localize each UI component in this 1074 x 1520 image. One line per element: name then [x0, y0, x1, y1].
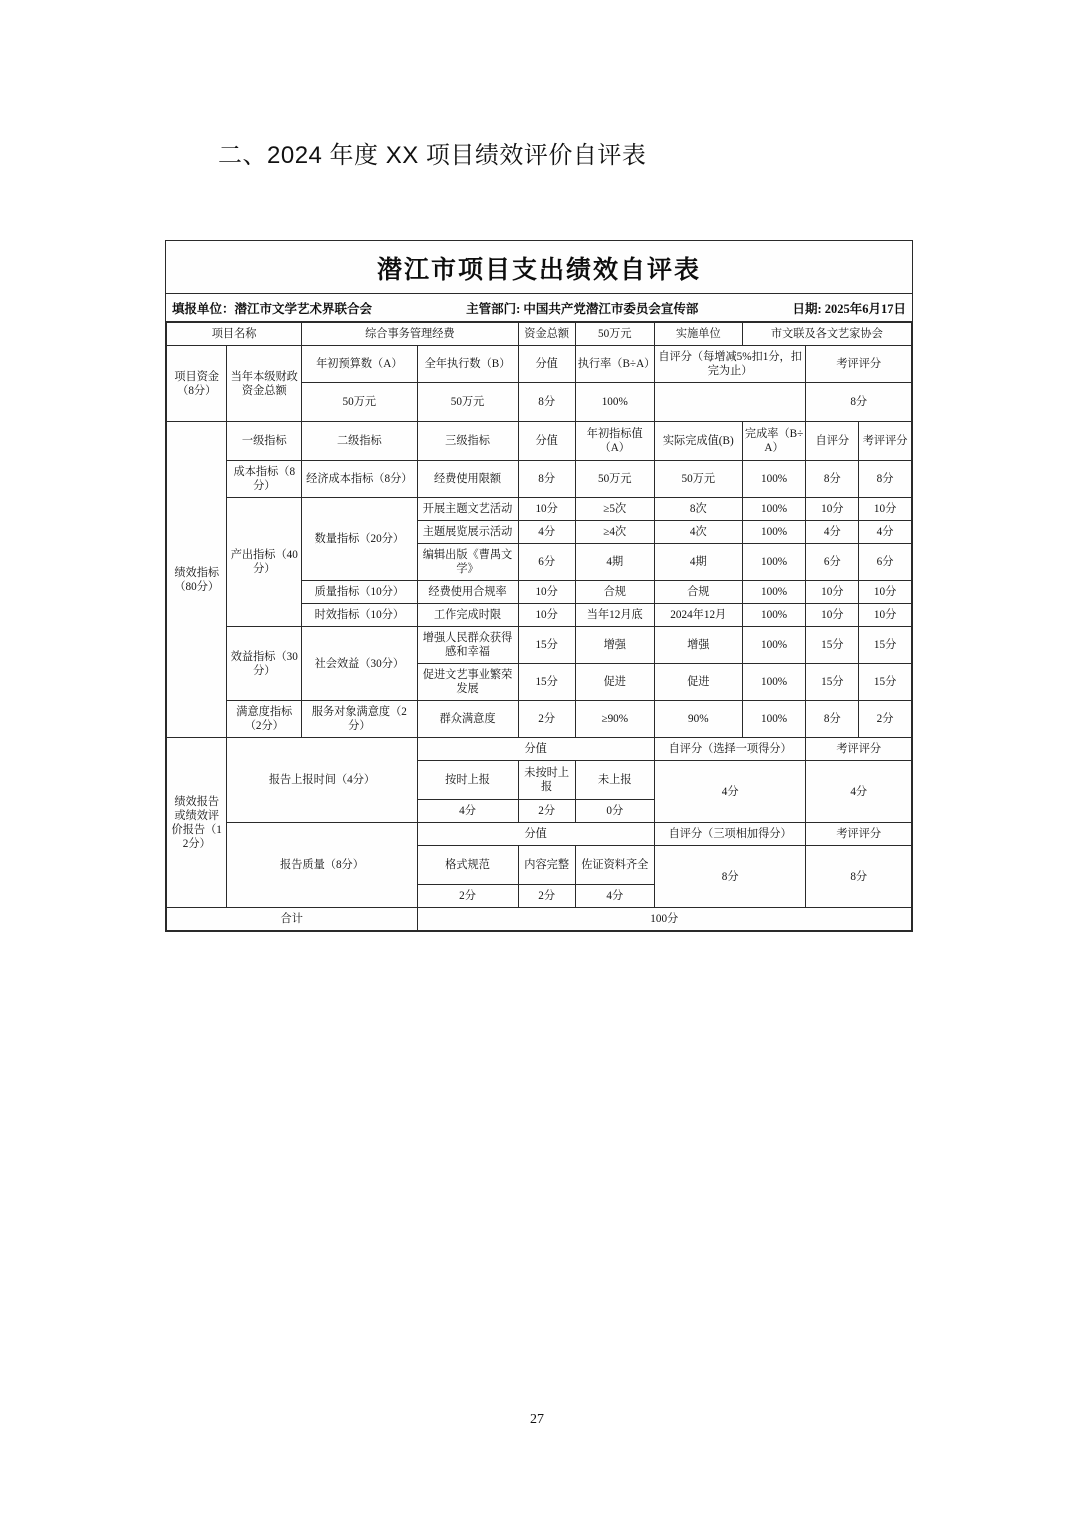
project-name-label: 项目名称 — [167, 323, 302, 346]
report-time-self-value: 4分 — [654, 761, 806, 823]
self-score-cell: 10分 — [806, 604, 859, 627]
form-grid — [166, 322, 912, 931]
score-cell: 6分 — [518, 544, 575, 581]
report-time-value: 2分 — [518, 800, 575, 823]
review-score-header: 考评评分 — [859, 422, 912, 461]
self-score-header: 自评分 — [806, 422, 859, 461]
target-header: 年初指标值（A） — [575, 422, 654, 461]
table-row — [167, 627, 912, 664]
review-score-cell: 15分 — [859, 627, 912, 664]
page-number: 27 — [530, 1412, 544, 1427]
report-quality-value: 2分 — [417, 885, 518, 908]
target-cell: ≥4次 — [575, 521, 654, 544]
rate-cell: 100% — [742, 461, 806, 498]
level3-header: 三级指标 — [417, 422, 518, 461]
level3-cell: 主题展览展示活动 — [417, 521, 518, 544]
table-row-project-name — [167, 323, 912, 346]
level2-cell: 质量指标（10分） — [302, 581, 417, 604]
target-cell: 增强 — [575, 627, 654, 664]
report-quality-label: 报告质量（8分） — [227, 823, 417, 908]
level3-cell: 增强人民群众获得感和幸福 — [417, 627, 518, 664]
self-score-cell: 4分 — [806, 521, 859, 544]
report-quality-review-value: 8分 — [806, 846, 912, 908]
actual-cell: 增强 — [654, 627, 742, 664]
self-score-cell: 6分 — [806, 544, 859, 581]
self-score-cell: 10分 — [806, 498, 859, 521]
rate-cell: 100% — [742, 664, 806, 701]
actual-cell: 4次 — [654, 521, 742, 544]
target-cell: 4期 — [575, 544, 654, 581]
level3-cell: 群众满意度 — [417, 701, 518, 738]
rate-cell: 100% — [742, 627, 806, 664]
report-quality-value: 2分 — [518, 885, 575, 908]
level2-cell: 社会效益（30分） — [302, 627, 417, 701]
actual-cell: 50万元 — [654, 461, 742, 498]
total-value: 100分 — [417, 908, 912, 931]
score-cell: 2分 — [518, 701, 575, 738]
rate-cell: 100% — [742, 498, 806, 521]
fund-review-score-value: 8分 — [806, 383, 912, 422]
fund-review-score-header: 考评评分 — [806, 346, 912, 383]
table-row — [167, 461, 912, 498]
fund-rate-header: 执行率（B÷A） — [575, 346, 654, 383]
table-row-total — [167, 908, 912, 931]
report-section-label: 绩效报告或绩效评价报告（12分） — [167, 738, 227, 908]
score-cell: 15分 — [518, 627, 575, 664]
review-score-cell: 10分 — [859, 604, 912, 627]
level3-cell: 开展主题文艺活动 — [417, 498, 518, 521]
report-time-self-header: 自评分（选择一项得分） — [654, 738, 806, 761]
report-quality-option: 内容完整 — [518, 846, 575, 885]
page-title: 二、2024 年度 XX 项目绩效评价自评表 — [218, 142, 647, 169]
report-time-review-value: 4分 — [806, 761, 912, 823]
actual-cell: 8次 — [654, 498, 742, 521]
rate-cell: 100% — [742, 544, 806, 581]
level3-cell: 促进文艺事业繁荣发展 — [417, 664, 518, 701]
level2-header: 二级指标 — [302, 422, 417, 461]
score-cell: 15分 — [518, 664, 575, 701]
report-time-score-header: 分值 — [417, 738, 654, 761]
table-row-report-time-header — [167, 738, 912, 761]
fund-total-label: 资金总额 — [518, 323, 575, 346]
report-time-value: 4分 — [417, 800, 518, 823]
target-cell: 当年12月底 — [575, 604, 654, 627]
report-time-option: 未上报 — [575, 761, 654, 800]
supervising-department: 主管部门: 中国共产党潜江市委员会宣传部 — [466, 302, 699, 316]
report-quality-self-header: 自评分（三项相加得分） — [654, 823, 806, 846]
score-cell: 10分 — [518, 498, 575, 521]
report-quality-option: 佐证资料齐全 — [575, 846, 654, 885]
fund-sub-label: 当年本级财政资金总额 — [227, 346, 302, 422]
actual-header: 实际完成值(B) — [654, 422, 742, 461]
level2-cell: 数量指标（20分） — [302, 498, 417, 581]
report-time-label: 报告上报时间（4分） — [227, 738, 417, 823]
rate-cell: 100% — [742, 604, 806, 627]
report-time-value: 0分 — [575, 800, 654, 823]
rate-cell: 100% — [742, 701, 806, 738]
score-cell: 10分 — [518, 581, 575, 604]
level1-cell: 满意度指标（2分） — [227, 701, 302, 738]
target-cell: ≥90% — [575, 701, 654, 738]
review-score-cell: 10分 — [859, 581, 912, 604]
level1-cell: 效益指标（30分） — [227, 627, 302, 701]
score-cell: 10分 — [518, 604, 575, 627]
report-quality-review-header: 考评评分 — [806, 823, 912, 846]
form-title: 潜江市项目支出绩效自评表 — [376, 255, 701, 284]
score-header: 分值 — [518, 422, 575, 461]
table-row-report-quality-header — [167, 823, 912, 846]
rate-cell: 100% — [742, 581, 806, 604]
fund-rate-value: 100% — [575, 383, 654, 422]
form-date: 日期: 2025年6月17日 — [792, 302, 906, 316]
target-cell: 50万元 — [575, 461, 654, 498]
review-score-cell: 2分 — [859, 701, 912, 738]
report-quality-value: 4分 — [575, 885, 654, 908]
reporting-unit: 填报单位：潜江市文学艺术界联合会 — [172, 302, 373, 316]
total-label: 合计 — [167, 908, 418, 931]
table-row-indicator-header — [167, 422, 912, 461]
self-score-cell: 15分 — [806, 627, 859, 664]
self-score-cell: 10分 — [806, 581, 859, 604]
level2-cell: 时效指标（10分） — [302, 604, 417, 627]
level1-cell: 产出指标（40分） — [227, 498, 302, 627]
review-score-cell: 8分 — [859, 461, 912, 498]
actual-cell: 2024年12月 — [654, 604, 742, 627]
report-time-option: 未按时上报 — [518, 761, 575, 800]
actual-cell: 90% — [654, 701, 742, 738]
level2-cell: 经济成本指标（8分） — [302, 461, 417, 498]
review-score-cell: 4分 — [859, 521, 912, 544]
performance-indicator-label: 绩效指标（80分） — [167, 422, 227, 738]
level3-cell: 工作完成时限 — [417, 604, 518, 627]
level3-cell: 编辑出版《曹禺文学》 — [417, 544, 518, 581]
performance-self-evaluation-form — [165, 240, 913, 932]
level1-header: 一级指标 — [227, 422, 302, 461]
self-score-cell: 8分 — [806, 701, 859, 738]
rate-cell: 100% — [742, 521, 806, 544]
actual-cell: 促进 — [654, 664, 742, 701]
level3-cell: 经费使用限额 — [417, 461, 518, 498]
fund-self-score-header: 自评分（每增减5%扣1分，扣完为止） — [654, 346, 806, 383]
fund-score-value: 8分 — [518, 383, 575, 422]
implementing-unit-label: 实施单位 — [654, 323, 742, 346]
score-cell: 4分 — [518, 521, 575, 544]
rate-header: 完成率（B÷A） — [742, 422, 806, 461]
fund-executed-header: 全年执行数（B） — [417, 346, 518, 383]
fund-self-score-value — [654, 383, 806, 422]
fund-total-value: 50万元 — [575, 323, 654, 346]
review-score-cell: 10分 — [859, 498, 912, 521]
table-row-fund-header — [167, 346, 912, 383]
level3-cell: 经费使用合规率 — [417, 581, 518, 604]
target-cell: 促进 — [575, 664, 654, 701]
review-score-cell: 15分 — [859, 664, 912, 701]
fund-budget-header: 年初预算数（A） — [302, 346, 417, 383]
fund-executed-value: 50万元 — [417, 383, 518, 422]
form-meta — [166, 293, 912, 322]
report-time-review-header: 考评评分 — [806, 738, 912, 761]
level2-cell: 服务对象满意度（2分） — [302, 701, 417, 738]
project-fund-label: 项目资金（8分） — [167, 346, 227, 422]
implementing-unit-value: 市文联及各文艺家协会 — [742, 323, 911, 346]
report-quality-score-header: 分值 — [417, 823, 654, 846]
report-quality-option: 格式规范 — [417, 846, 518, 885]
fund-score-header: 分值 — [518, 346, 575, 383]
report-time-option: 按时上报 — [417, 761, 518, 800]
fund-budget-value: 50万元 — [302, 383, 417, 422]
level1-cell: 成本指标（8分） — [227, 461, 302, 498]
table-row — [167, 498, 912, 521]
score-cell: 8分 — [518, 461, 575, 498]
report-quality-self-value: 8分 — [654, 846, 806, 908]
review-score-cell: 6分 — [859, 544, 912, 581]
target-cell: ≥5次 — [575, 498, 654, 521]
project-name-value: 综合事务管理经费 — [302, 323, 518, 346]
actual-cell: 4期 — [654, 544, 742, 581]
target-cell: 合规 — [575, 581, 654, 604]
self-score-cell: 15分 — [806, 664, 859, 701]
actual-cell: 合规 — [654, 581, 742, 604]
self-score-cell: 8分 — [806, 461, 859, 498]
table-row — [167, 701, 912, 738]
